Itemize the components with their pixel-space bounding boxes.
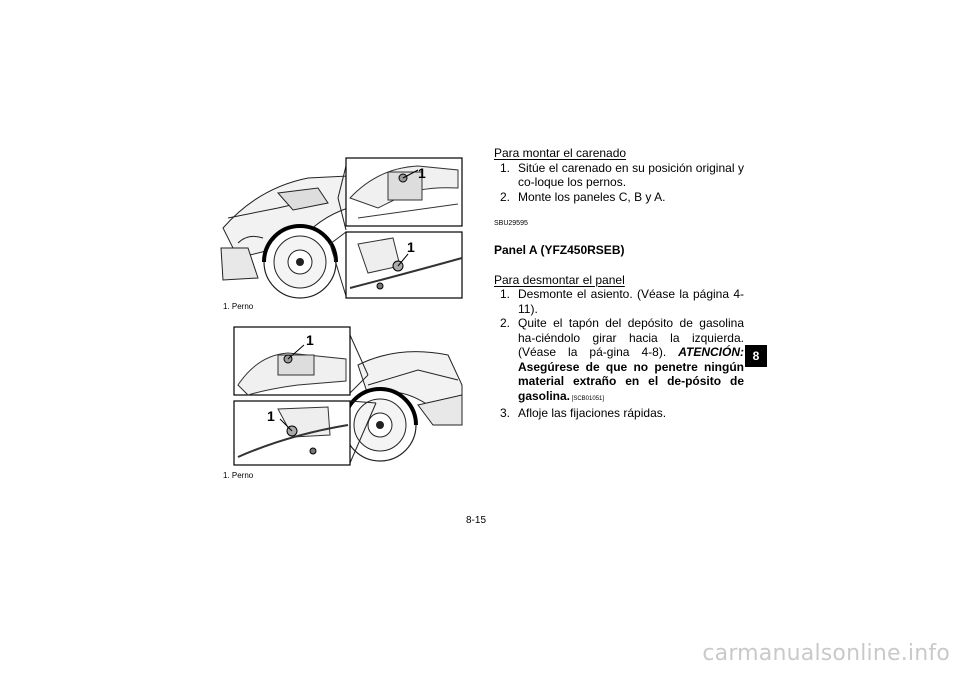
watermark-text: carmanualsonline.info	[702, 641, 950, 666]
callout-1-top: 1	[418, 165, 426, 181]
figure-1-illustration	[218, 148, 463, 300]
inset-bottom-2	[234, 401, 350, 465]
step-number: 3.	[500, 406, 511, 420]
step-number: 2.	[500, 189, 511, 204]
step-text: Monte los paneles C, B y A.	[518, 189, 666, 204]
inset-top-2	[234, 327, 350, 395]
callout-1-bottom: 1	[407, 239, 415, 255]
attention-text: Asegúrese de que no penetre ningún material extraño en el de-pósito de gasolina.	[518, 359, 744, 403]
remove-step-1	[494, 287, 744, 316]
remove-step-3	[494, 406, 744, 421]
attention-code: [SCB01051]	[570, 395, 605, 402]
inset-bottom-1	[346, 232, 462, 298]
step-number: 1.	[500, 287, 511, 301]
section-heading-install-fairing: Para montar el carenado	[494, 146, 627, 160]
step-text: Desmonte el asiento. (Véase la página 4-11).	[518, 287, 744, 316]
step-number: 2.	[500, 316, 511, 330]
step-text: Quite el tapón del depósito de gasolina ha-ciéndolo girar hacia la izquierda. (Véase la pá-gina 4-8).	[518, 316, 744, 359]
chapter-tab: 8	[745, 345, 767, 367]
figure-1-caption: 1. Perno	[223, 302, 254, 311]
figure-fairing-bolts-bottom	[218, 325, 463, 467]
step-number: 1.	[500, 160, 511, 175]
wheel-drawing-1	[264, 226, 336, 298]
step-text: Afloje las fijaciones rápidas.	[518, 406, 667, 420]
inset-top-1	[346, 158, 462, 226]
figure-2-illustration	[218, 325, 463, 467]
step-text: Sitúe el carenado en su posición original y co-loque los pernos.	[518, 160, 744, 189]
section-title-panel-a: Panel A (YFZ450RSEB)	[494, 243, 625, 257]
remove-step-2	[494, 316, 744, 406]
callout-2-top: 1	[306, 332, 314, 348]
callout-2-bottom: 1	[267, 408, 275, 424]
install-step-1	[494, 161, 744, 190]
attention-label: ATENCIÓN:	[678, 345, 744, 359]
install-step-2	[494, 190, 744, 205]
page-number: 8-15	[466, 515, 487, 526]
figure-fairing-bolts-top	[218, 148, 463, 300]
figure-2-caption: 1. Perno	[223, 471, 254, 480]
wheel-drawing-2	[344, 389, 416, 461]
reference-code: SBU29595	[494, 220, 528, 227]
section-heading-remove-panel: Para desmontar el panel	[494, 272, 625, 287]
text-column	[494, 146, 744, 421]
